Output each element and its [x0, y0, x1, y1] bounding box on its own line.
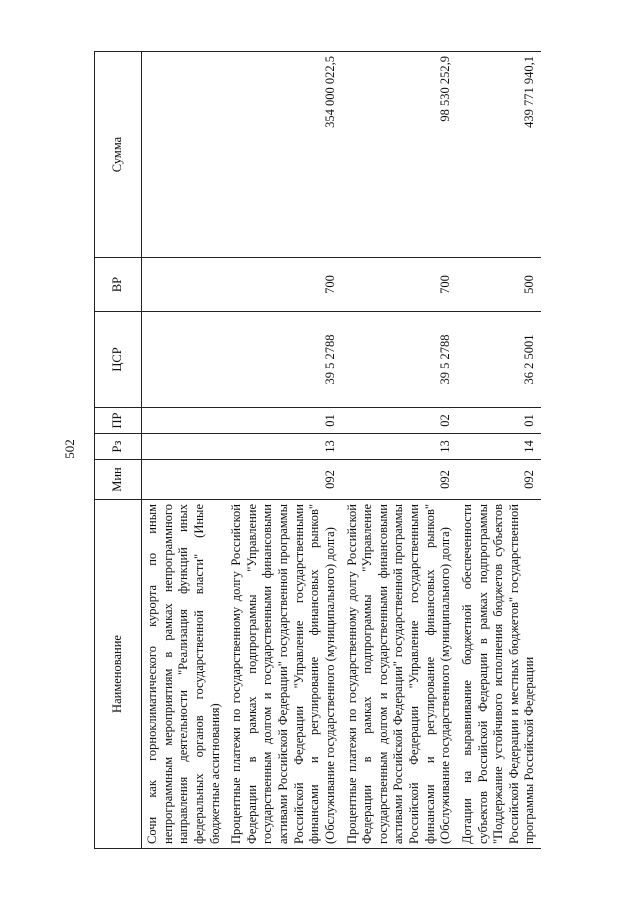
- cell-name: Дотации на выравнивание бюджетной обеспеченности субъектов Российской Федерации в рамках подпрограммы "Поддержание устойчивого исполнения бюджетов субъектов Российской Федерации и местных бюджетов" государственной программы Российской Федерации: [457, 500, 541, 849]
- cell-vr: 700: [226, 258, 341, 312]
- cell-name: Сочи как горноклиматического курорта по иным непрограммным мероприятиям в рамках непрограммного направления деятельности "Реализация функций иных федеральных органов государственной власти" (Иные бюджетные ассигнования): [142, 500, 227, 849]
- cell-pr: 02: [342, 408, 457, 434]
- cell-min: 092: [342, 460, 457, 500]
- cell-vr: [142, 258, 227, 312]
- table-row: [457, 52, 541, 849]
- cell-min: 092: [226, 460, 341, 500]
- cell-sum: 98 530 252,9: [342, 52, 457, 258]
- cell-sum: 439 771 940,1: [457, 52, 541, 258]
- table-row: [142, 52, 227, 849]
- cell-name: Процентные платежи по государственному долгу Российской Федерации в рамках подпрограммы "Управление государственным долгом и государственными финансовыми активами Российской Федерации" государственной программы Российской Федерации "Управление государственными финансами и регулирование финансовых рынков" (Обслуживание государственного (муниципального) долга): [342, 500, 457, 849]
- rotated-page: [58, 49, 598, 849]
- cell-sum: 354 000 022,5: [226, 52, 341, 258]
- cell-vr: 700: [342, 258, 457, 312]
- cell-min: 092: [457, 460, 541, 500]
- cell-name: Процентные платежи по государственному долгу Российской Федерации в рамках подпрограммы "Управление государственным долгом и государственными финансовыми активами Российской Федерации" государственной программы Российской Федерации "Управление государственными финансами и регулирование финансовых рынков" (Обслуживание государственного (муниципального) долга): [226, 500, 341, 849]
- cell-csr: [142, 312, 227, 408]
- cell-pr: [142, 408, 227, 434]
- cell-csr: 36 2 5001: [457, 312, 541, 408]
- header-name: Наименование: [95, 500, 142, 849]
- cell-min: [142, 460, 227, 500]
- header-row: [95, 52, 142, 849]
- cell-csr: 39 5 2788: [226, 312, 341, 408]
- budget-table: [94, 51, 541, 849]
- cell-rz: [142, 434, 227, 460]
- cell-rz: 13: [342, 434, 457, 460]
- page-number: 502: [62, 439, 77, 459]
- cell-sum: [142, 52, 227, 258]
- header-min: Мин: [95, 460, 142, 500]
- cell-vr: 500: [457, 258, 541, 312]
- table-row: [342, 52, 457, 849]
- cell-pr: 01: [226, 408, 341, 434]
- header-vr: ВР: [95, 258, 142, 312]
- header-sum: Сумма: [95, 52, 142, 258]
- header-pr: ПР: [95, 408, 142, 434]
- cell-csr: 39 5 2788: [342, 312, 457, 408]
- header-csr: ЦСР: [95, 312, 142, 408]
- header-rz: Рз: [95, 434, 142, 460]
- cell-rz: 13: [226, 434, 341, 460]
- table-row: [226, 52, 341, 849]
- cell-rz: 14: [457, 434, 541, 460]
- cell-pr: 01: [457, 408, 541, 434]
